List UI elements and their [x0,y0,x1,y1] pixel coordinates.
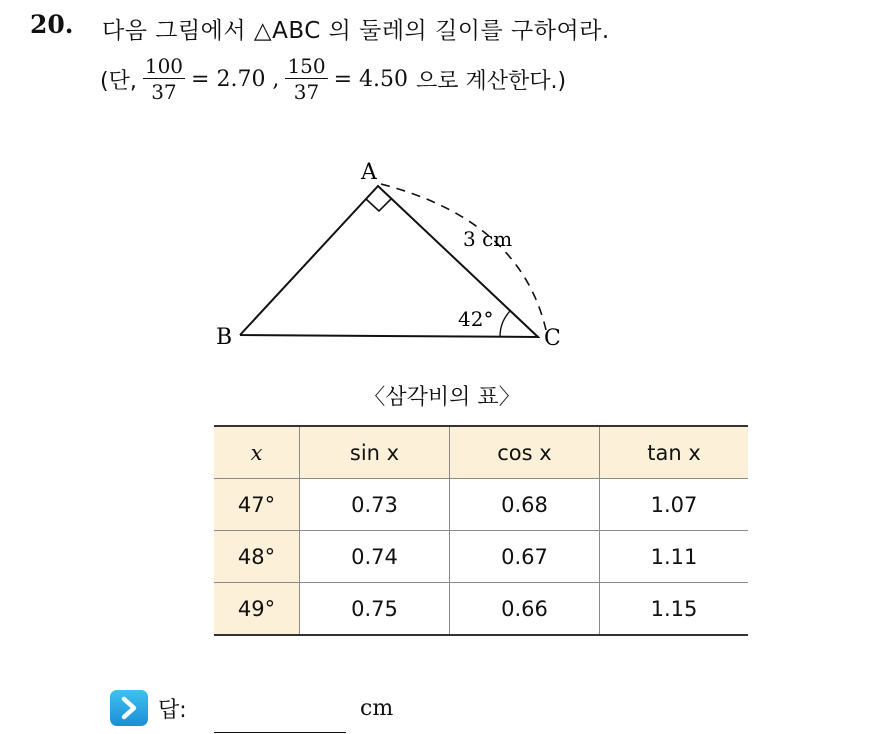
sin-cell: 0.73 [300,479,450,531]
fraction-denominator: 37 [151,80,177,104]
table-row [214,583,748,636]
table-row [214,479,748,531]
hint-equals-2: = 4.50 [333,66,409,92]
angle-c-arc [500,311,510,337]
header-sin: sin x [300,426,450,479]
right-angle-mark [366,198,392,211]
chevron-right-icon [110,690,148,726]
answer-label: 답: [158,698,187,723]
angle-cell: 47° [214,479,300,531]
vertex-b-label: B [216,325,233,350]
table-row [214,531,748,583]
tan-cell: 1.07 [600,479,749,531]
sin-cell: 0.75 [300,583,450,636]
table-caption: 〈삼각비의 표〉 [363,385,521,410]
sin-cell: 0.74 [300,531,450,583]
answer-unit: cm [360,696,394,721]
hint-close: 으로 계산한다.) [416,68,567,94]
side-ac-length-label: 3 cm [463,227,513,251]
header-tan: tan x [600,426,749,479]
header-x: x [214,426,300,479]
hint-open: (단, [100,68,137,94]
angle-cell: 48° [214,531,300,583]
vertex-c-label: C [544,326,561,351]
answer-chevron-icon [110,690,148,726]
cos-cell: 0.67 [450,531,600,583]
cos-cell: 0.66 [450,583,600,636]
cos-cell: 0.68 [450,479,600,531]
question-number: 20. [30,10,74,39]
answer-blank[interactable] [214,732,346,733]
tan-cell: 1.11 [600,531,749,583]
table-header-row [214,426,748,479]
angle-cell: 49° [214,583,300,636]
vertex-a-label: A [361,160,377,185]
fraction-numerator: 100 [144,54,184,78]
fraction-numerator: 150 [287,54,326,78]
fraction-denominator: 37 [293,80,320,104]
tan-cell: 1.15 [600,583,749,636]
header-cos: cos x [450,426,600,479]
angle-c-label: 42° [458,307,494,331]
trig-ratio-table [214,425,748,636]
hint-equals-1: = 2.70 , [191,66,280,92]
question-text: 다음 그림에서 △ABC 의 둘레의 길이를 구하여라. [102,18,610,44]
